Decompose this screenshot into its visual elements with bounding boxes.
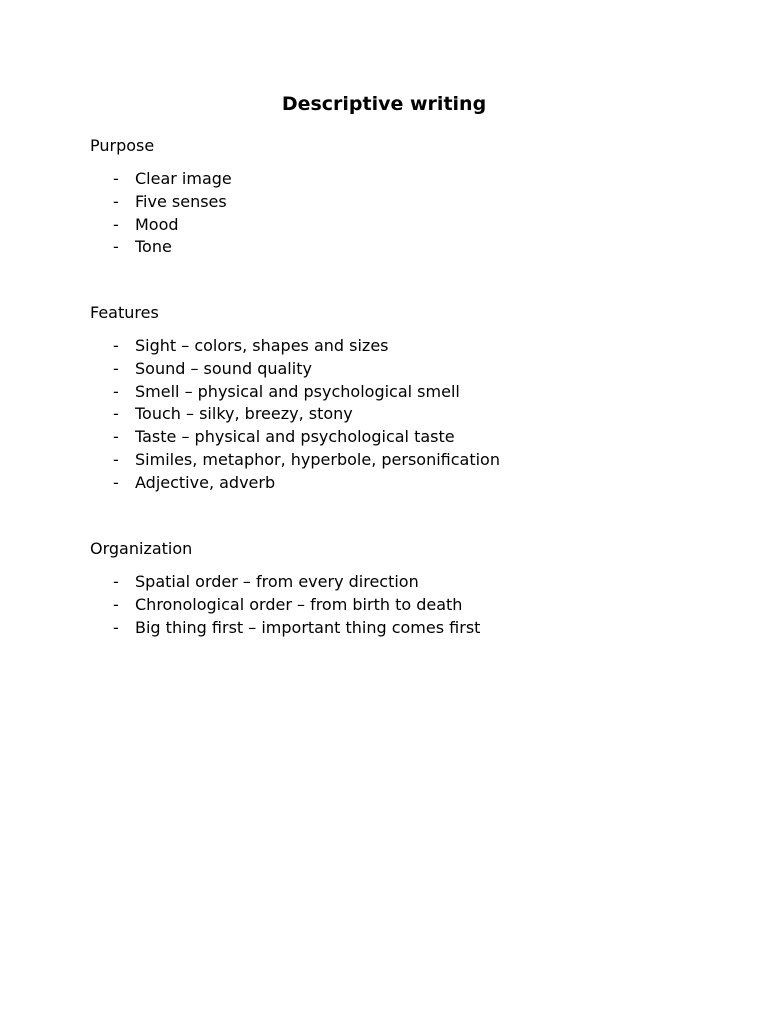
section-purpose bbox=[90, 135, 730, 259]
list-item bbox=[90, 594, 730, 617]
bullet-dash: - bbox=[113, 358, 119, 378]
list-item-text: Sight – colors, shapes and sizes bbox=[135, 336, 389, 355]
bullet-dash: - bbox=[113, 381, 119, 401]
bullet-dash: - bbox=[113, 237, 119, 257]
bullet-dash: - bbox=[113, 191, 119, 211]
list-item bbox=[90, 403, 730, 426]
list-item bbox=[90, 571, 730, 594]
list-item-text: Chronological order – from birth to death bbox=[135, 594, 463, 614]
document-title: Descriptive writing bbox=[281, 93, 487, 115]
bullet-dash: - bbox=[113, 214, 119, 234]
list-item bbox=[90, 214, 730, 237]
list-item bbox=[90, 449, 730, 472]
section-heading-organization: Organization bbox=[90, 539, 193, 558]
bullet-dash: - bbox=[113, 594, 119, 614]
bullet-dash: - bbox=[113, 336, 119, 355]
list-item bbox=[90, 617, 730, 640]
list-item bbox=[90, 236, 730, 259]
list-item-text: Spatial order – from every direction bbox=[135, 572, 419, 591]
list-item bbox=[90, 381, 730, 404]
list-item-text: Five senses bbox=[135, 191, 227, 211]
list-item bbox=[90, 426, 730, 449]
bullet-dash: - bbox=[113, 472, 119, 492]
list-item-text: Tone bbox=[135, 237, 172, 257]
section-features bbox=[90, 302, 730, 495]
section-heading-purpose: Purpose bbox=[90, 136, 155, 155]
section-heading-features: Features bbox=[90, 303, 159, 322]
bullet-dash: - bbox=[113, 449, 119, 469]
list-item bbox=[90, 472, 730, 495]
bullet-dash: - bbox=[113, 404, 119, 424]
bullet-dash: - bbox=[113, 169, 119, 188]
list-item-text: Touch – silky, breezy, stony bbox=[135, 404, 353, 424]
organization-list bbox=[90, 571, 730, 639]
list-item-text: Clear image bbox=[135, 169, 232, 188]
list-item-text: Adjective, adverb bbox=[135, 472, 276, 492]
list-item-text: Smell – physical and psychological smell bbox=[135, 381, 460, 401]
bullet-dash: - bbox=[113, 427, 119, 447]
list-item-text: Sound – sound quality bbox=[135, 358, 312, 378]
bullet-dash: - bbox=[113, 572, 119, 591]
list-item-text: Big thing first – important thing comes first bbox=[135, 617, 481, 637]
section-organization bbox=[90, 538, 730, 639]
list-item-text: Taste – physical and psychological taste bbox=[135, 427, 455, 447]
list-item bbox=[90, 335, 730, 358]
features-list bbox=[90, 335, 730, 495]
list-item bbox=[90, 168, 730, 191]
list-item-text: Similes, metaphor, hyperbole, personification bbox=[135, 449, 500, 469]
list-item bbox=[90, 358, 730, 381]
bullet-dash: - bbox=[113, 617, 119, 637]
list-item-text: Mood bbox=[135, 214, 179, 234]
purpose-list bbox=[90, 168, 730, 259]
list-item bbox=[90, 191, 730, 214]
